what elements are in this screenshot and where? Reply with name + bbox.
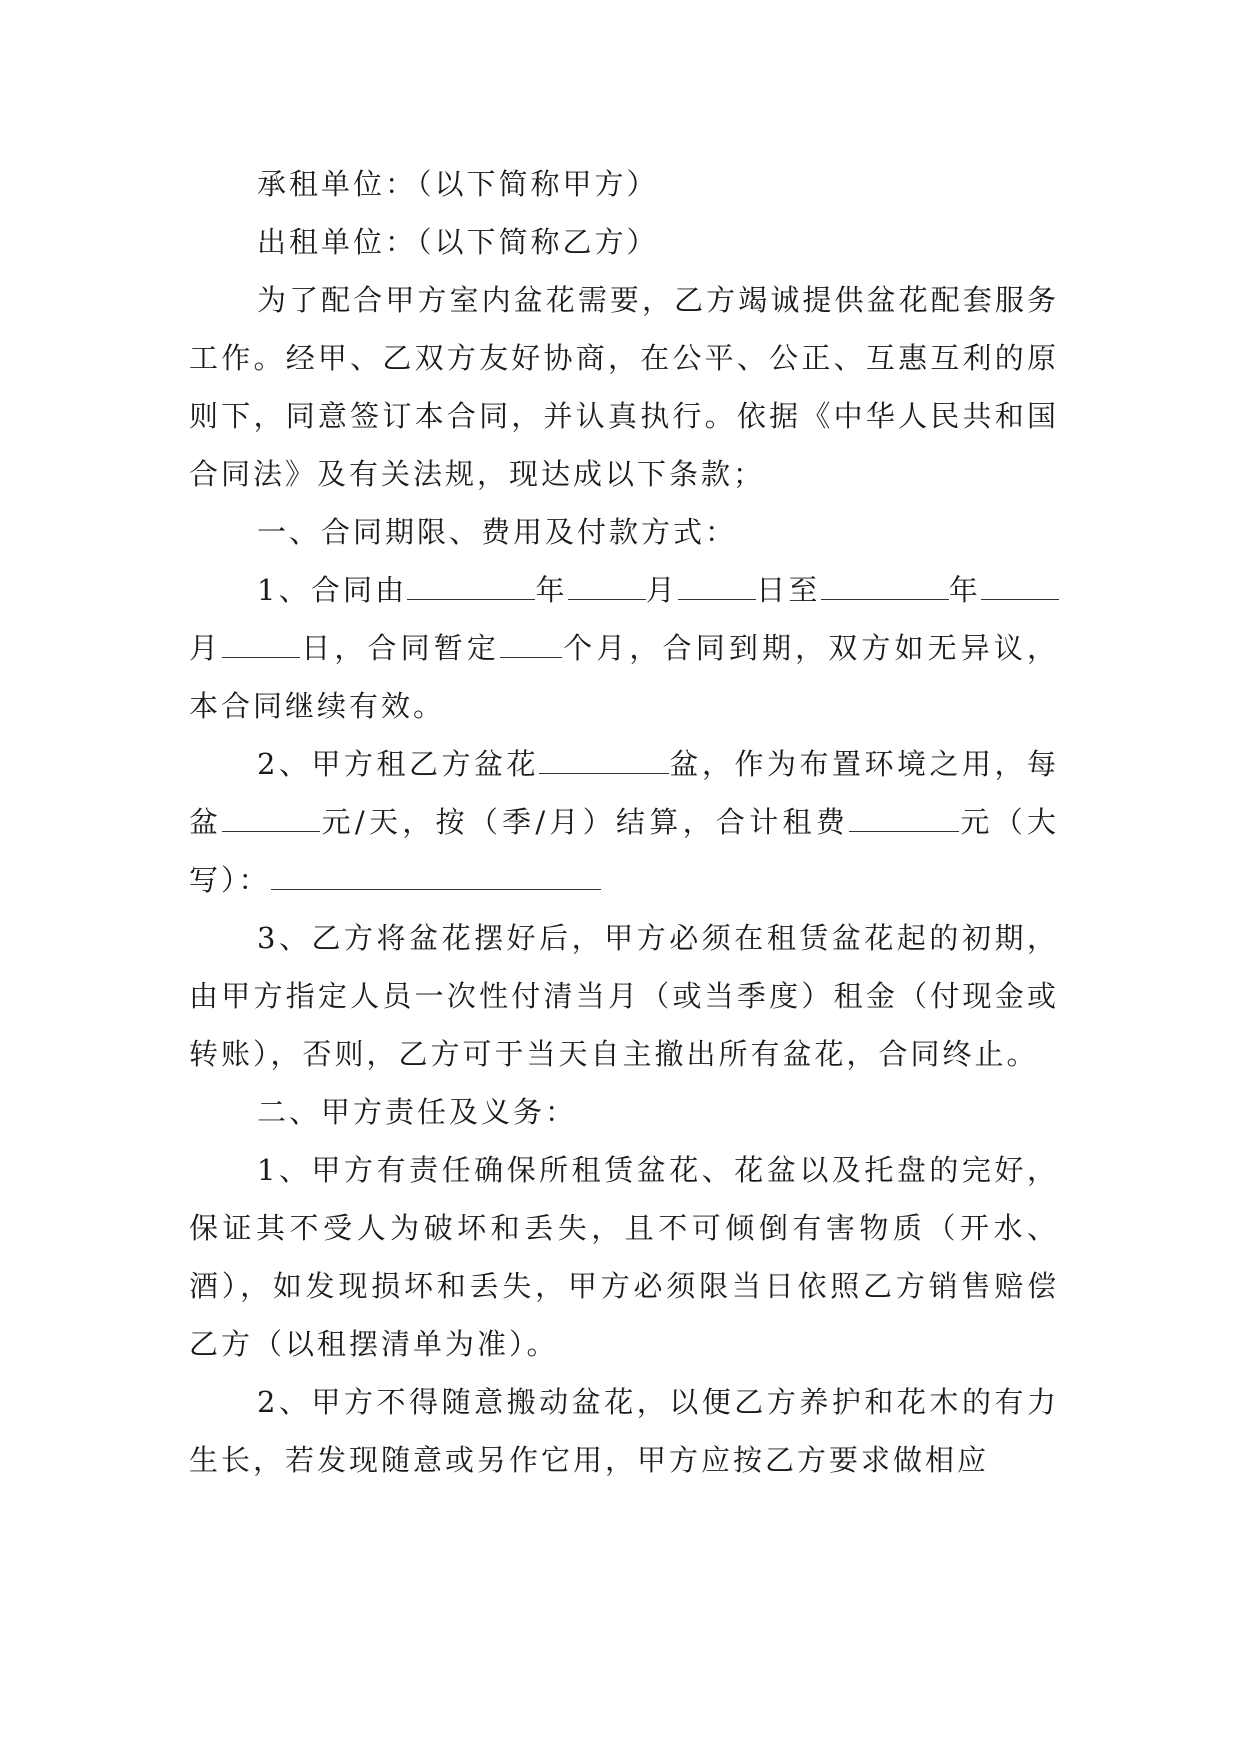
section-heading-1: 一、合同期限、费用及付款方式： [257,515,738,549]
start-day-blank[interactable] [678,573,756,600]
clause-1-1-text-g: 日，合同暂定 [300,631,501,665]
clause-2-1: 1、甲方有责任确保所租赁盆花、花盆以及托盘的完好，保证其不受人为破坏和丢失，且不可倾倒有害物质（开水、酒），如发现损坏和丢失，甲方必须限当日依照乙方销售赔偿乙方（以租摆清单为准）。 [189,1153,1059,1361]
clause-1-1 [189,561,1059,735]
clause-1-2-text-d: 元 [959,805,994,839]
clause-2-2: 2、甲方不得随意搬动盆花，以便乙方养护和花木的有力生长，若发现随意或另作它用，甲方应按乙方要求做相应 [189,1385,1059,1477]
lessee-line: 承租单位：（以下简称甲方） [257,167,659,201]
clause-1-2 [189,735,1059,909]
start-year-blank[interactable] [407,573,535,600]
clause-1-1-text-c: 月 [645,573,679,607]
preamble-paragraph: 为了配合甲方室内盆花需要，乙方竭诚提供盆花配套服务工作。经甲、乙双方友好协商，在公平、公正、互惠互利的原则下，同意签订本合同，并认真执行。依据《中华人民共和国合同法》及有关法规，现达成以下条款； [189,283,1059,491]
end-day-blank[interactable] [222,631,300,658]
pot-count-blank[interactable] [539,747,669,774]
clause-1-1-text-a: 1、合同由 [257,573,408,607]
clause-1-2-text-c: 元/天，按（季/月）结算，合计租费 [320,805,850,839]
clause-1-2-text-b: 盆，作为布置环境之用，每盆 [189,747,1059,839]
clause-1-1-text-d: 日至 [756,573,821,607]
start-month-blank[interactable] [568,573,646,600]
lessor-line: 出租单位：（以下简称乙方） [257,225,659,259]
clause-1-1-text-f: 月 [189,631,223,665]
section-heading-2: 二、甲方责任及义务： [257,1095,578,1129]
end-month-blank[interactable] [981,573,1059,600]
clause-1-1-text-b: 年 [535,573,568,607]
contract-page [189,155,1059,1489]
clause-1-1-text-e: 年 [948,573,981,607]
months-blank[interactable] [500,631,562,658]
clause-1-1-text-h: 个月，合同到期，双方如无异议，本合同继续有效。 [189,631,1059,723]
end-year-blank[interactable] [821,573,949,600]
clause-1-2-text-e: （大写）： [189,805,1059,897]
clause-1-2-text-a: 2、甲方租乙方盆花 [257,747,539,781]
clause-1-3: 3、乙方将盆花摆好后，甲方必须在租赁盆花起的初期，由甲方指定人员一次性付清当月（或当季度）租金（付现金或转账），否则，乙方可于当天自主撤出所有盆花，合同终止。 [189,921,1059,1071]
total-fee-uppercase-blank[interactable] [271,863,601,890]
total-fee-blank[interactable] [849,805,959,832]
daily-price-blank[interactable] [222,805,320,832]
